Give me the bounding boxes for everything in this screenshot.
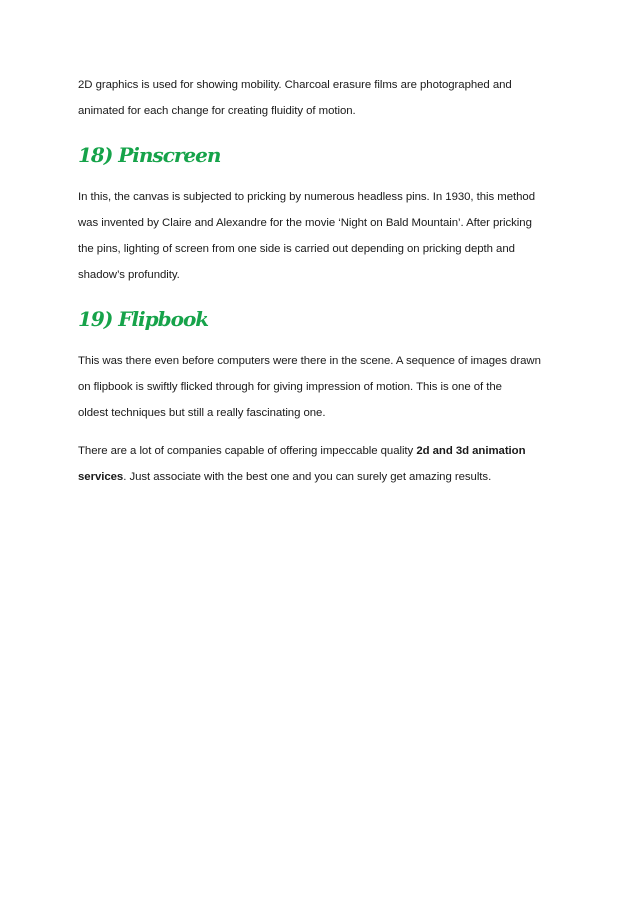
closing-bold-phrase-1: 2d and 3d animation	[416, 444, 526, 457]
section-19-heading: 19) Flipbook	[78, 306, 209, 331]
section-18-heading: 18) Pinscreen	[78, 142, 221, 167]
section-18-line-4: shadow’s profundity.	[78, 269, 180, 282]
paragraph-spacer	[78, 427, 564, 438]
intro-line-1: 2D graphics is used for showing mobility. Charcoal erasure films are photographed and	[78, 79, 512, 91]
section-18-paragraph	[78, 184, 564, 289]
closing-paragraph	[78, 438, 564, 491]
intro-paragraph	[78, 72, 564, 125]
section-18-line-2: was invented by Claire and Alexandre for the movie ‘Night on Bald Mountain’. After pricking	[78, 216, 532, 229]
intro-line-2: animated for each change for creating fluidity of motion.	[78, 105, 356, 118]
section-19-line-2: on flipbook is swiftly flicked through for giving impression of motion. This is one of the	[78, 381, 502, 394]
section-19-paragraph	[78, 348, 564, 427]
closing-line-1-text: There are a lot of companies capable of offering impeccable quality	[78, 444, 417, 457]
section-18-line-1: In this, the canvas is subjected to pricking by numerous headless pins. In 1930, this method	[78, 190, 535, 203]
section-19-line-1: This was there even before computers were there in the scene. A sequence of images drawn	[78, 354, 541, 367]
closing-line-2	[78, 464, 564, 490]
closing-bold-phrase-2: services	[78, 470, 124, 483]
section-18-line-3: the pins, lighting of screen from one side is carried out depending on pricking depth and	[78, 243, 515, 256]
closing-line-1	[78, 438, 564, 464]
closing-line-2-text: . Just associate with the best one and you can surely get amazing results.	[123, 470, 492, 483]
document-page	[78, 72, 564, 490]
section-19-line-3: oldest techniques but still a really fascinating one.	[78, 407, 326, 420]
